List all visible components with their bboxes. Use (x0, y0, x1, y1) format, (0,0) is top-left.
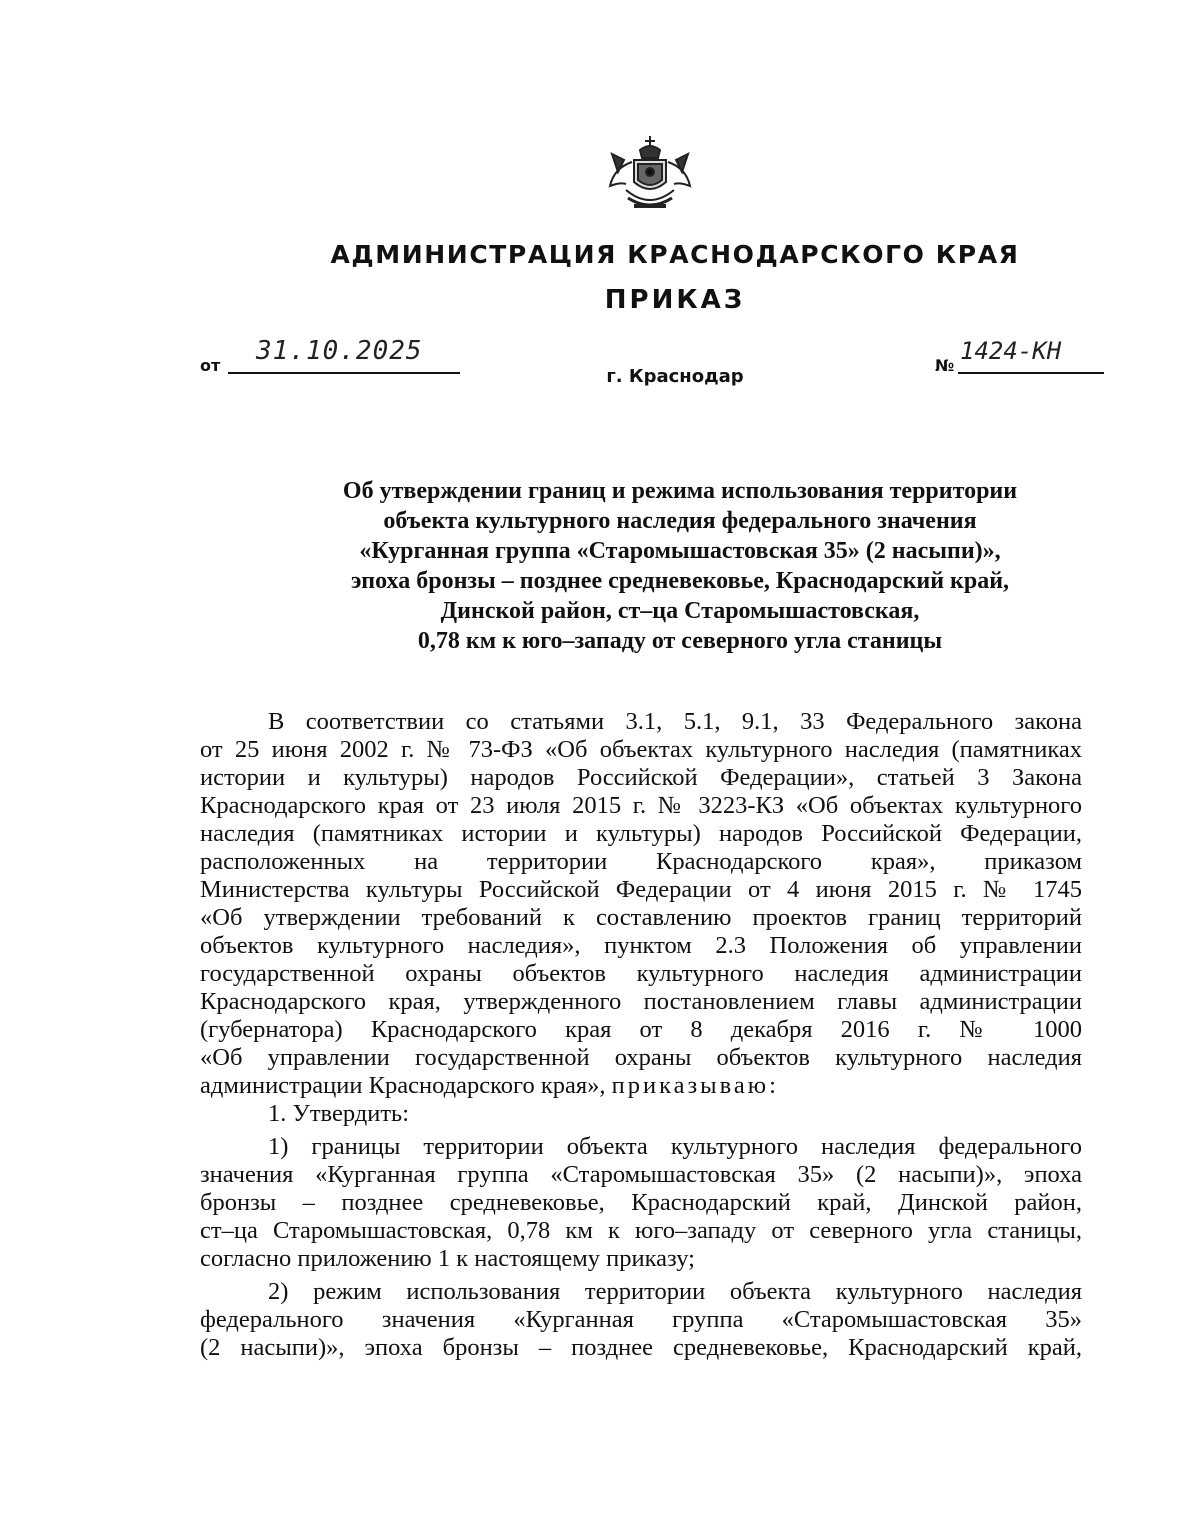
number-label: № (935, 356, 955, 375)
organization-name: АДМИНИСТРАЦИЯ КРАСНОДАРСКОГО КРАЯ (330, 240, 1020, 269)
body-line: наследия (памятниках истории и культуры) народов Российской Федерации, (200, 820, 1082, 847)
document-body (200, 708, 1082, 1362)
title-line: «Курганная группа «Старомышастовская 35» (2 насыпи)», (359, 538, 1001, 564)
title-line: Об утверждении границ и режима использования территории (342, 478, 1018, 504)
body-line: государственной охраны объектов культурного наследия администрации (200, 960, 1082, 987)
body-line: согласно приложению 1 к настоящему приказу; (200, 1245, 695, 1272)
body-line: Краснодарского края от 23 июля 2015 г. № 3223-КЗ «Об объектах культурного (200, 792, 1082, 819)
body-line: Министерства культуры Российской Федерации от 4 июня 2015 г. № 1745 (200, 876, 1082, 903)
document-title (160, 476, 1200, 656)
body-line: федерального значения «Курганная группа «Старомышастовская 35» (200, 1306, 1082, 1333)
title-line: эпоха бронзы – позднее средневековье, Краснодарский край, (350, 568, 1010, 594)
title-line: 0,78 км к юго–западу от северного угла станицы (417, 628, 943, 654)
handwritten-number: 1424-КН (958, 332, 1104, 374)
body-line: (губернатора) Краснодарского края от 8 декабря 2016 г. № 1000 (200, 1016, 1082, 1043)
title-line: объекта культурного наследия федерального значения (383, 508, 977, 534)
body-line: «Об управлении государственной охраны объектов культурного наследия (200, 1044, 1082, 1071)
body-line: В соответствии со статьями 3.1, 5.1, 9.1, 33 Федерального закона (268, 708, 1082, 735)
body-line: ст–ца Старомышастовская, 0,78 км к юго–западу от северного угла станицы, (200, 1217, 1082, 1244)
handwritten-date: 31.10.2025 (228, 332, 460, 374)
body-line: объектов культурного наследия», пунктом 2.3 Положения об управлении (200, 932, 1082, 959)
preamble-ending: администрации Краснодарского края», (200, 1072, 606, 1099)
body-line: значения «Курганная группа «Старомышастовская 35» (2 насыпи)», эпоха (200, 1161, 1082, 1188)
body-line: от 25 июня 2002 г. № 73-ФЗ «Об объектах культурного наследия (памятниках (200, 736, 1082, 763)
body-line (200, 1072, 1082, 1100)
body-line: истории и культуры) народов Российской Федерации», статьей 3 Закона (200, 764, 1082, 791)
body-line: Краснодарского края, утвержденного постановлением главы администрации (200, 988, 1082, 1015)
coat-of-arms-emblem (604, 132, 696, 222)
title-line: Динской район, ст–ца Старомышастовская, (440, 598, 920, 624)
date-label: от (200, 356, 221, 375)
document-type: ПРИКАЗ (604, 285, 746, 315)
item-heading: 1. Утвердить: (268, 1100, 410, 1127)
body-line: «Об утверждении требований к составлению проектов границ территорий (200, 904, 1082, 931)
body-line: бронзы – позднее средневековье, Краснодарский край, Динской район, (200, 1189, 1082, 1216)
body-line: расположенных на территории Краснодарского края», приказом (200, 848, 1082, 875)
body-line: 2) режим использования территории объекта культурного наследия (268, 1278, 1082, 1305)
order-word: приказываю: (611, 1072, 779, 1099)
body-line: (2 насыпи)», эпоха бронзы – позднее средневековье, Краснодарский край, (200, 1334, 1082, 1361)
body-line: 1) границы территории объекта культурного наследия федерального (268, 1133, 1082, 1160)
city-name: г. Краснодар (606, 366, 744, 387)
